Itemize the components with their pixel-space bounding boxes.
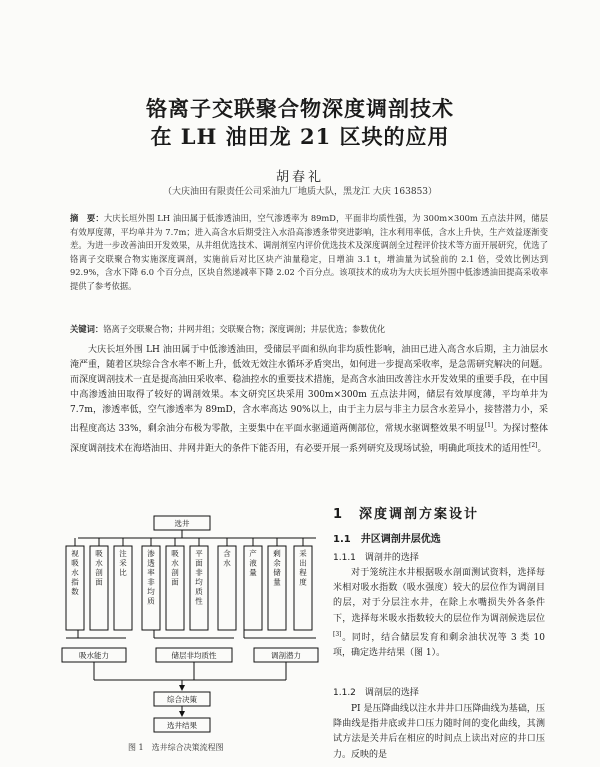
flow-column-label: 剩余储量: [273, 549, 281, 587]
intro-paragraph: [70, 343, 548, 457]
intro-ref1: [1]: [484, 422, 494, 430]
intro-ref2: [2]: [529, 441, 538, 449]
section-heading-1: 1 深度调剖方案设计: [333, 507, 480, 522]
flow-result-label: 选井结果: [167, 721, 197, 730]
flow-column-label: 平面非均质性: [195, 549, 203, 606]
paragraph-1-1-1: [333, 566, 545, 661]
flow-column-label: 注采比: [119, 549, 127, 577]
paragraph-1-1-1-end: 。同时，结合储层发育和剩余油状况等 3 类 10 项，确定选井结果（图 1）。: [333, 632, 545, 659]
paper-title-line1: 铬离子交联聚合物深度调剖技术: [146, 96, 454, 121]
section-heading-1-1: 1.1 井区调剖井层优选: [333, 534, 441, 545]
abstract-text: 大庆长垣外围 LH 油田属于低渗透油田，空气渗透率为 89mD，平面非均质性强，为 300m×300m 五点法井网，储层有效厚度薄，平均单井为 7.7m；进入高含水后期受注入水沿高渗透条带突进影响，注水利用率低，含水上升快，生产效益逐渐变差。为进一步改善油田开发效果，从井组优选技术、调剖剂室内评价优选技术及深度调剖全过程评价技术等方面开展研究，优选了铬离子交联聚合物实施深度调剖，实施前后对比区块产油量稳定，日增油 3.1 t，增油量为试验前的 2.1 倍，受效比例达到 92.9%，含水下降 6.0 个百分点，区块自然递减率下降 2.02 个百分点。该项技术的成功为大庆长垣外围中低渗透油田提高采收率提供了参考依据。: [70, 213, 548, 291]
affiliation: （大庆油田有限责任公司采油九厂地质大队，黑龙江 大庆 163853）: [162, 187, 438, 197]
intro-end: 。: [537, 443, 547, 454]
paragraph-1-1-1-ref: [3]: [333, 630, 342, 638]
flow-decision-label: 综合决策: [167, 695, 197, 704]
keywords: [70, 323, 548, 335]
subsection-1-1-1: 1.1.1 调剖井的选择: [333, 553, 419, 563]
flow-top-label: 选井: [174, 519, 190, 528]
selection-flowchart: [58, 512, 328, 742]
keywords-text: 铬离子交联聚合物；井网井组；交联聚合物；深度调剖；井层优选；参数优化: [103, 324, 386, 334]
flow-column-label: 吸水剖面: [171, 549, 179, 587]
flow-column-label: 产液量: [249, 549, 257, 577]
flow-column-label: 采出程度: [299, 549, 307, 587]
flow-mid-label-3: 调剖潜力: [271, 651, 301, 660]
intro-text2: 。为探讨整体深度调剖技术在海塔油田、井网井距大的条件下能否用，有必要开展一系列研究及现场试验，明确此项技术的适用性: [70, 424, 548, 454]
subsection-1-1-2: 1.1.2 调剖层的选择: [333, 688, 419, 698]
paragraph-1-1-1-text: 对于笼统注水井根据吸水剖面测试资料，选择每米相对吸水指数（吸水强度）较大的层位作为调剖目的层，对于分层注水井，在除上水嘴损失外各条件下，选择每米吸水指数较大的层位作为调剖候选层位: [333, 568, 545, 624]
flow-mid-label-1: 吸水能力: [79, 651, 109, 660]
figure-caption: 图 1 选井综合决策流程图: [128, 743, 224, 752]
flow-mid-label-2: 储层非均质性: [171, 651, 217, 660]
intro-text: 大庆长垣外围 LH 油田属于中低渗透油田，受储层平面和纵向非均质性影响，油田已进入高含水后期，主力油层水淹严重，随着区块综合含水率不断上升，低效无效注水循环矛盾突出，如何进一步提高采收率，是急需研究解决的问题。而深度调剖技术一直是提高油田采收率、稳油控水的重要技术措施，是高含水油田改善注水开发效果的重要手段，在中国中高渗透油田取得了较好的调剖效果。本文研究区块采用 300m×300m 五点法井网，储层有效厚度薄，平均单井为 7.7m，渗透率低，空气渗透率为 89mD，含水率高达 90%以上，由于主力层与非主力层含水差异小，接替潜力小，采出程度高达 33%，剩余油分布极为零散，主要集中在平面水驱通道两侧部位，常规水驱调整效果不明显: [70, 345, 548, 435]
flow-column-label: 渗透率非均质: [147, 549, 155, 606]
abstract-label: 摘 要：: [70, 213, 104, 223]
keywords-label: 关键词：: [70, 324, 104, 334]
paper-title-line2: 在 LH 油田龙 21 区块的应用: [150, 124, 450, 149]
flow-column-label: 视吸水指数: [71, 549, 79, 596]
flow-column-label: 吸水剖面: [95, 549, 103, 587]
flow-column-label: 含水: [223, 549, 231, 568]
abstract: [70, 212, 548, 294]
paragraph-1-1-2: PI 是压降曲线以注水井井口压降曲线为基础，压降曲线是指井底或井口压力随时间的变化曲线，其测试方法是关井后在相应的时间点上读出对应的井口压力。反映的是: [333, 704, 545, 760]
author: 胡春礼: [275, 170, 324, 185]
